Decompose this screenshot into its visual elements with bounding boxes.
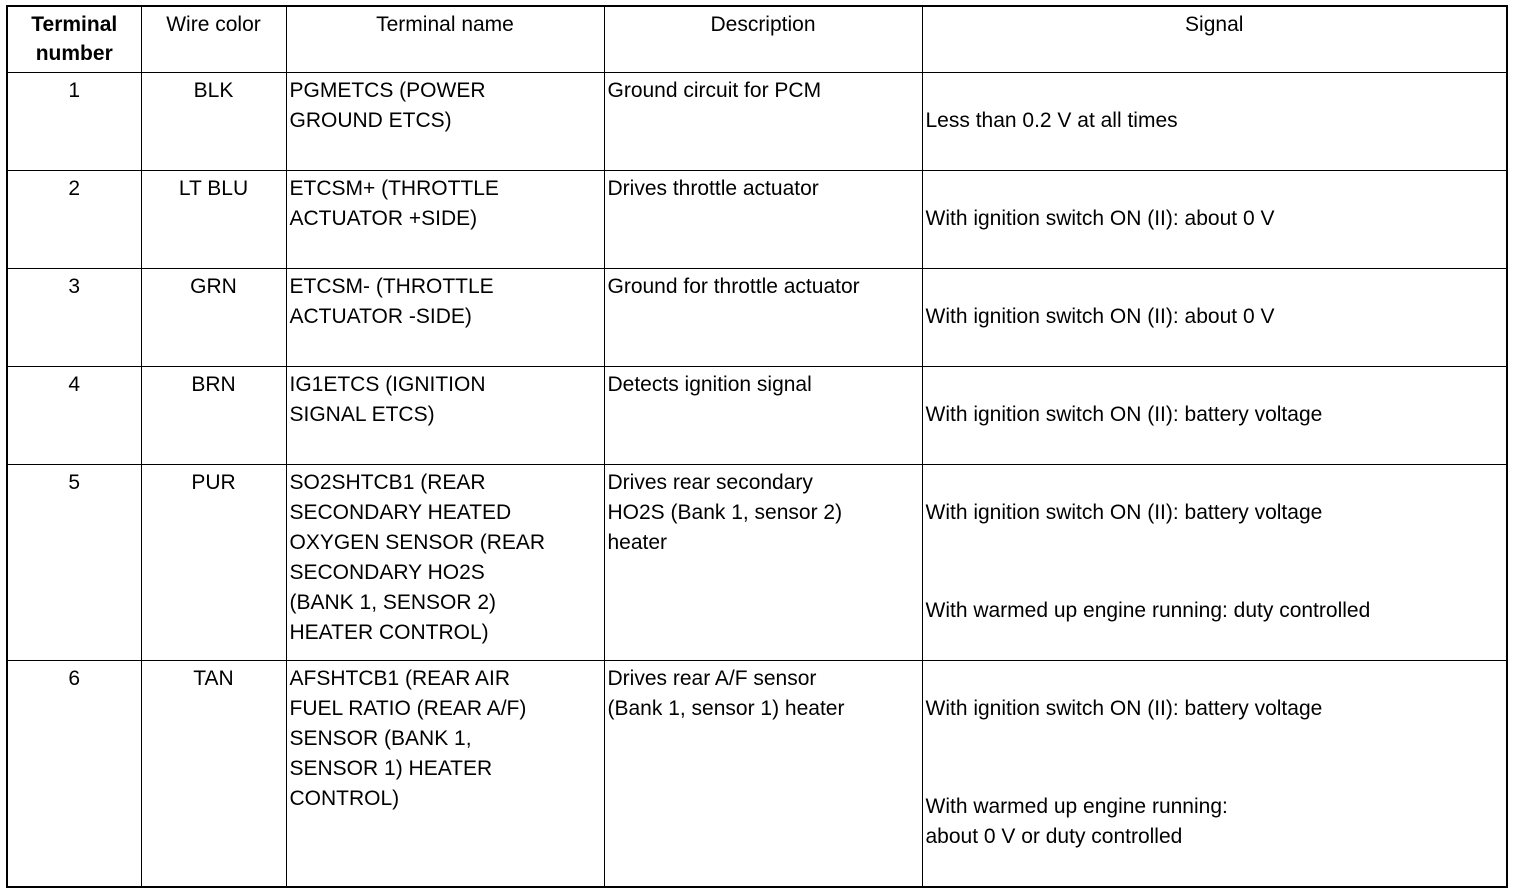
header-signal: Signal bbox=[922, 6, 1507, 73]
description-cell: Ground circuit for PCM bbox=[604, 73, 922, 171]
terminal-number-cell: 4 bbox=[7, 367, 141, 465]
terminal-number-cell: 6 bbox=[7, 661, 141, 888]
table-row bbox=[7, 661, 1507, 888]
wire-color-cell: PUR bbox=[141, 465, 286, 661]
terminal-name-cell: IG1ETCS (IGNITION SIGNAL ETCS) bbox=[286, 367, 604, 465]
header-wire-color: Wire color bbox=[141, 6, 286, 73]
wire-color-cell: GRN bbox=[141, 269, 286, 367]
terminal-name-cell: ETCSM- (THROTTLE ACTUATOR -SIDE) bbox=[286, 269, 604, 367]
terminal-number-cell: 3 bbox=[7, 269, 141, 367]
terminal-number-cell: 2 bbox=[7, 171, 141, 269]
header-row bbox=[7, 6, 1507, 73]
description-cell: Drives rear A/F sensor (Bank 1, sensor 1) heater bbox=[604, 661, 922, 888]
header-terminal-name: Terminal name bbox=[286, 6, 604, 73]
signal-line: With warmed up engine running: duty controlled bbox=[925, 599, 1371, 622]
wire-color-cell: TAN bbox=[141, 661, 286, 888]
signal-gap bbox=[926, 754, 1504, 762]
signal-line: With ignition switch ON (II): battery voltage bbox=[925, 501, 1323, 524]
signal-line: With warmed up engine running: about 0 V or duty controlled bbox=[925, 795, 1228, 848]
signal-cell bbox=[922, 269, 1507, 367]
wire-color-cell: BRN bbox=[141, 367, 286, 465]
terminal-name-cell: AFSHTCB1 (REAR AIR FUEL RATIO (REAR A/F) SENSOR (BANK 1, SENSOR 1) HEATER CONTROL) bbox=[286, 661, 604, 888]
table-row bbox=[7, 171, 1507, 269]
signal-cell bbox=[922, 661, 1507, 888]
description-cell: Drives rear secondary HO2S (Bank 1, sensor 2) heater bbox=[604, 465, 922, 661]
signal-cell bbox=[922, 171, 1507, 269]
signal-line: With ignition switch ON (II): about 0 V bbox=[925, 207, 1275, 230]
signal-cell bbox=[922, 367, 1507, 465]
wire-color-cell: BLK bbox=[141, 73, 286, 171]
signal-line: With ignition switch ON (II): battery voltage bbox=[925, 697, 1323, 720]
signal-line: With ignition switch ON (II): about 0 V bbox=[925, 305, 1275, 328]
terminal-name-cell: SO2SHTCB1 (REAR SECONDARY HEATED OXYGEN SENSOR (REAR SECONDARY HO2S (BANK 1, SENSOR 2) HEATER CONTROL) bbox=[286, 465, 604, 661]
signal-cell bbox=[922, 73, 1507, 171]
table-row bbox=[7, 73, 1507, 171]
terminal-name-cell: ETCSM+ (THROTTLE ACTUATOR +SIDE) bbox=[286, 171, 604, 269]
terminal-number-cell: 1 bbox=[7, 73, 141, 171]
terminal-table bbox=[6, 5, 1508, 888]
table-row bbox=[7, 269, 1507, 367]
signal-gap bbox=[926, 558, 1504, 566]
terminal-name-cell: PGMETCS (POWER GROUND ETCS) bbox=[286, 73, 604, 171]
signal-line: Less than 0.2 V at all times bbox=[925, 109, 1178, 132]
table-row bbox=[7, 367, 1507, 465]
description-cell: Ground for throttle actuator bbox=[604, 269, 922, 367]
signal-cell bbox=[922, 465, 1507, 661]
description-cell: Detects ignition signal bbox=[604, 367, 922, 465]
terminal-number-cell: 5 bbox=[7, 465, 141, 661]
table-row bbox=[7, 465, 1507, 661]
wire-color-cell: LT BLU bbox=[141, 171, 286, 269]
header-description: Description bbox=[604, 6, 922, 73]
signal-line: With ignition switch ON (II): battery voltage bbox=[925, 403, 1323, 426]
description-cell: Drives throttle actuator bbox=[604, 171, 922, 269]
header-terminal-number: Terminal number bbox=[7, 6, 141, 73]
